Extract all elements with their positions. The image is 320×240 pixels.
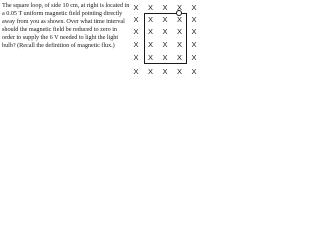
field-x-mark: X [133, 40, 139, 49]
field-x-mark: X [162, 40, 168, 49]
field-x-mark: X [176, 40, 182, 49]
field-x-mark: X [162, 3, 168, 12]
field-x-mark: X [133, 67, 139, 76]
field-x-mark: X [176, 27, 182, 36]
field-x-mark: X [147, 15, 153, 24]
field-x-mark: X [191, 3, 197, 12]
field-x-mark: X [162, 67, 168, 76]
field-x-mark: X [162, 27, 168, 36]
magnetic-field-diagram [130, 1, 200, 81]
field-x-mark: X [176, 67, 182, 76]
field-x-mark: X [133, 27, 139, 36]
field-x-mark: X [191, 53, 197, 62]
field-x-mark: X [176, 3, 182, 12]
field-x-mark: X [133, 53, 139, 62]
field-x-mark: X [176, 53, 182, 62]
field-x-mark: X [191, 67, 197, 76]
field-x-mark: X [191, 15, 197, 24]
problem-statement: The square loop, of side 10 cm, at right is located in a 0.05 T uniform magnetic field pointing directly away from you as shown. Over what time interval should the magnetic field be reduced to zero in order to supply the 6 V needed to light the light bulb? (Recall the definition of magnetic flux.) [2, 2, 130, 50]
field-x-mark: X [191, 27, 197, 36]
field-x-mark: X [133, 3, 139, 12]
field-x-mark: X [147, 3, 153, 12]
field-x-mark: X [147, 53, 153, 62]
field-x-mark: X [162, 15, 168, 24]
field-x-mark: X [147, 27, 153, 36]
problem-figure [0, 0, 200, 82]
field-x-mark: X [191, 40, 197, 49]
field-x-mark: X [147, 40, 153, 49]
field-x-mark: X [162, 53, 168, 62]
field-x-mark: X [176, 15, 182, 24]
field-x-mark: X [133, 15, 139, 24]
field-x-mark: X [147, 67, 153, 76]
